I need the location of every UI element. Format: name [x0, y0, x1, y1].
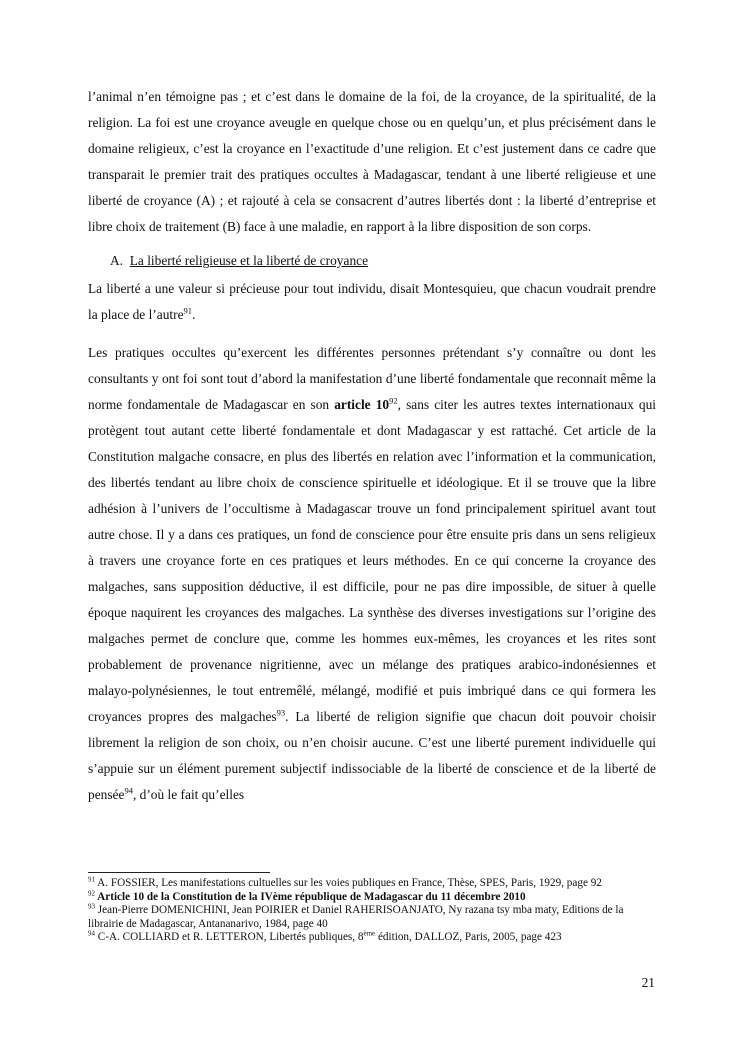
footnote-separator [88, 872, 270, 873]
footnote-93-number: 93 [88, 902, 95, 911]
footnote-91 [88, 877, 656, 891]
footnote-ref-92: 92 [389, 395, 398, 406]
footnote-94-superscript: ème [363, 929, 376, 938]
paragraph-3-part-1: Les pratiques occultes qu’exercent les différentes personnes prétendant s’y connaître ou dont les consultants y ont foi sont tout d’abord la manifestation d’une liberté fondamentale que reconnait même la norme fondamentale de Madagascar en son [88, 345, 656, 412]
footnote-ref-91: 91 [183, 305, 193, 316]
page-body [88, 84, 656, 808]
footnote-91-text: A. FOSSIER, Les manifestations cultuelles sur les voies publiques en France, Thèse, SPES, Paris, 1929, page 92 [95, 877, 602, 889]
footnote-94 [88, 931, 656, 945]
footnote-94-text-before: C-A. COLLIARD et R. LETTERON, Libertés publiques, 8 [95, 931, 364, 944]
footnote-92-number: 92 [88, 888, 95, 897]
section-heading-a [88, 248, 656, 274]
footnote-92-text: Article 10 de la Constitution de la IVème république de Madagascar du 11 décembre 2010 [95, 890, 526, 903]
footnote-ref-94: 94 [124, 785, 133, 796]
article-10-bold: article 10 [334, 397, 390, 412]
footnotes [88, 877, 656, 945]
footnote-93 [88, 904, 656, 931]
paragraph-3-part-3: . La liberté de religion signifie que chacun doit pouvoir choisir librement la religion de son choix, ou n’en choisir aucune. C’est une liberté purement individuelle qui s’appuie sur un élément purement subjectif indissociable de la liberté de conscience et de la liberté de pensée [88, 709, 656, 802]
paragraph-2 [88, 276, 656, 328]
paragraph-1: l’animal n’en témoigne pas ; et c’est dans le domaine de la foi, de la croyance, de la spiritualité, de la religion. La foi est une croyance aveugle en quelque chose ou en quelqu’un, et plus précisément dans le domaine religieux, c’est la croyance en l’exactitude d’une religion. Et c’est justement dans ce cadre que transparait le premier trait des pratiques occultes à Madagascar, tendant à une liberté religieuse et une liberté de croyance (A) ; et rajouté à cela se consacrent d’autres libertés dont : la liberté d’entreprise et libre choix de traitement (B) face à une maladie, en rapport à la libre disposition de son corps. [88, 89, 656, 234]
footnote-94-text-after: édition, DALLOZ, Paris, 2005, page 423 [375, 931, 562, 944]
paragraph-3-part-2: , sans citer les autres textes internationaux qui protègent tout autant cette liberté fondamentale et dont Madagascar y est rattaché. Cet article de la Constitution malgache consacre, en plus des libertés en relation avec l’information et la communication, des libertés tendant au libre choix de conscience spirituelle et idéologique. Et il se trouve que la libre adhésion à l’univers de l’occultisme à Madagascar trouve un fond principalement spirituel avant tout autre chose. Il y a dans ces pratiques, un fond de conscience pour être ensuite pris dans un sens religieux à travers une croyance forte en ces pratiques et leurs méthodes. En ce qui concerne la croyance des malgaches, sans supposition déductive, il est difficile, pour ne pas dire impossible, de situer à quelle époque naquirent les croyances des malgaches. La synthèse des diverses investigations sur l’origine des malgaches permet de conclure que, comme les hommes eux-mêmes, les croyances et les rites sont probablement de provenance nigritienne, avec un mélange des pratiques arabico-indonésiennes et malayo-polynésiennes, le tout entremêlé, mélangé, modifié et puis imbriqué dans ce qui formera les croyances propres des malgaches [88, 397, 657, 724]
paragraph-3-part-4: , d’où le fait qu’elles [132, 787, 245, 802]
heading-marker: A. [110, 253, 124, 268]
footnote-92 [88, 888, 656, 905]
page-number: 21 [641, 975, 655, 990]
footnote-93-text: Jean-Pierre DOMENICHINI, Jean POIRIER et Daniel RAHERISOANJATO, Ny razana tsy mba maty, Editions de la librairie de Madagascar, Antananarivo, 1984, page 40 [88, 904, 624, 930]
paragraph-3 [88, 340, 656, 808]
footnote-ref-93: 93 [276, 707, 286, 718]
paragraph-2-text: La liberté a une valeur si précieuse pour tout individu, disait Montesquieu, que chacun voudrait prendre la place de l’autre [88, 281, 656, 322]
footnote-91-number: 91 [88, 875, 95, 884]
heading-text: La liberté religieuse et la liberté de croyance [129, 253, 369, 268]
footnote-94-number: 94 [88, 929, 95, 938]
paragraph-2-end: . [192, 307, 196, 322]
